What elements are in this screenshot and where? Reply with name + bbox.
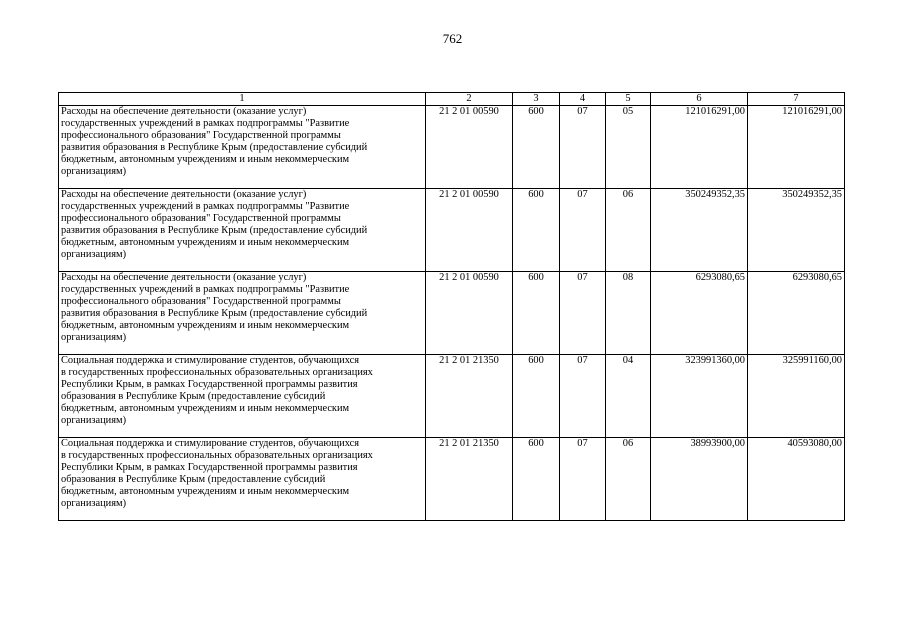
- col-header-2: 2: [426, 93, 513, 106]
- col-header-5: 5: [606, 93, 651, 106]
- section-cell: 07: [560, 106, 606, 189]
- budget-code-cell: 21 2 01 00590: [426, 189, 513, 272]
- expense-type-cell: 600: [513, 438, 560, 521]
- amount-col7-cell: 325991160,00: [748, 355, 845, 438]
- amount-col7-cell: 121016291,00: [748, 106, 845, 189]
- expense-name-line: развития образования в Республике Крым (предоставление субсидий: [61, 224, 368, 236]
- expense-name-line: в государственных профессиональных образовательных организациях: [61, 366, 373, 378]
- expense-name-line: профессионального образования" Государственной программы: [61, 129, 341, 141]
- budget-table: [58, 92, 845, 521]
- expense-name-cell: [59, 438, 426, 521]
- expense-name-line: Республики Крым, в рамках Государственной программы развития: [61, 461, 358, 473]
- subsection-cell: 06: [606, 189, 651, 272]
- expense-name-line: организациям): [61, 331, 127, 343]
- expense-name-line: бюджетным, автономным учреждениям и иным некоммерческим: [61, 236, 350, 248]
- amount-col7-cell: 6293080,65: [748, 272, 845, 355]
- expense-name-line: Социальная поддержка и стимулирование студентов, обучающихся: [61, 355, 360, 366]
- expense-name-line: Расходы на обеспечение деятельности (оказание услуг): [61, 272, 307, 283]
- expense-name-line: организациям): [61, 165, 127, 177]
- expense-name-line: профессионального образования" Государственной программы: [61, 212, 341, 224]
- expense-name-line: образования в Республике Крым (предоставление субсидий: [61, 473, 326, 485]
- expense-name-line: профессионального образования" Государственной программы: [61, 295, 341, 307]
- table-row: [59, 189, 845, 272]
- expense-name-line: развития образования в Республике Крым (предоставление субсидий: [61, 141, 368, 153]
- expense-name-line: образования в Республике Крым (предоставление субсидий: [61, 390, 326, 402]
- subsection-cell: 05: [606, 106, 651, 189]
- budget-code-cell: 21 2 01 21350: [426, 438, 513, 521]
- amount-col6-cell: 323991360,00: [651, 355, 748, 438]
- expense-name-cell: [59, 355, 426, 438]
- expense-type-cell: 600: [513, 106, 560, 189]
- expense-name-line: Республики Крым, в рамках Государственной программы развития: [61, 378, 358, 390]
- subsection-cell: 08: [606, 272, 651, 355]
- expense-name-cell: [59, 189, 426, 272]
- amount-col6-cell: 6293080,65: [651, 272, 748, 355]
- col-header-1: 1: [59, 93, 426, 106]
- amount-col6-cell: 350249352,35: [651, 189, 748, 272]
- expense-name-line: бюджетным, автономным учреждениям и иным некоммерческим: [61, 319, 350, 331]
- section-cell: 07: [560, 438, 606, 521]
- table-row: [59, 106, 845, 189]
- page-number: 762: [442, 31, 463, 46]
- expense-type-cell: 600: [513, 189, 560, 272]
- budget-code-cell: 21 2 01 00590: [426, 106, 513, 189]
- table-body: [59, 106, 845, 521]
- expense-name-line: организациям): [61, 248, 127, 260]
- table-row: [59, 272, 845, 355]
- col-header-6: 6: [651, 93, 748, 106]
- amount-col7-cell: 350249352,35: [748, 189, 845, 272]
- subsection-cell: 04: [606, 355, 651, 438]
- expense-name-line: государственных учреждений в рамках подпрограммы "Развитие: [61, 200, 350, 212]
- budget-code-cell: 21 2 01 00590: [426, 272, 513, 355]
- section-cell: 07: [560, 355, 606, 438]
- col-header-4: 4: [560, 93, 606, 106]
- header-row: [59, 93, 845, 106]
- budget-code-cell: 21 2 01 21350: [426, 355, 513, 438]
- expense-name-line: развития образования в Республике Крым (предоставление субсидий: [61, 307, 368, 319]
- expense-name-line: бюджетным, автономным учреждениям и иным некоммерческим: [61, 153, 350, 165]
- amount-col6-cell: 38993900,00: [651, 438, 748, 521]
- col-header-7: 7: [748, 93, 845, 106]
- section-cell: 07: [560, 272, 606, 355]
- amount-col7-cell: 40593080,00: [748, 438, 845, 521]
- expense-name-line: Расходы на обеспечение деятельности (оказание услуг): [61, 106, 307, 117]
- amount-col6-cell: 121016291,00: [651, 106, 748, 189]
- section-cell: 07: [560, 189, 606, 272]
- table-row: [59, 438, 845, 521]
- expense-name-cell: [59, 106, 426, 189]
- expense-name-line: организациям): [61, 497, 127, 509]
- expense-name-line: Расходы на обеспечение деятельности (оказание услуг): [61, 189, 307, 200]
- expense-type-cell: 600: [513, 272, 560, 355]
- expense-name-cell: [59, 272, 426, 355]
- expense-name-line: Социальная поддержка и стимулирование студентов, обучающихся: [61, 438, 360, 449]
- col-header-3: 3: [513, 93, 560, 106]
- expense-type-cell: 600: [513, 355, 560, 438]
- expense-name-line: государственных учреждений в рамках подпрограммы "Развитие: [61, 117, 350, 129]
- expense-name-line: организациям): [61, 414, 127, 426]
- table-row: [59, 355, 845, 438]
- expense-name-line: в государственных профессиональных образовательных организациях: [61, 449, 373, 461]
- expense-name-line: бюджетным, автономным учреждениям и иным некоммерческим: [61, 485, 350, 497]
- expense-name-line: государственных учреждений в рамках подпрограммы "Развитие: [61, 283, 350, 295]
- expense-name-line: бюджетным, автономным учреждениям и иным некоммерческим: [61, 402, 350, 414]
- subsection-cell: 06: [606, 438, 651, 521]
